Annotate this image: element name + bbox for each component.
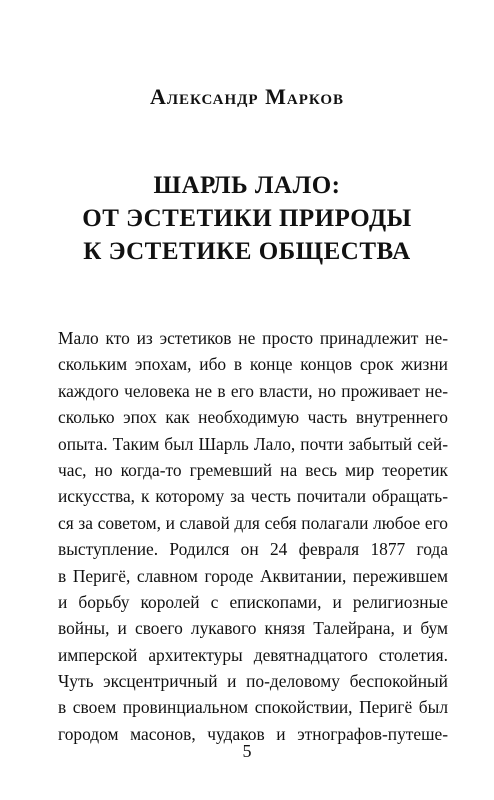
text-line: выступление. Родился он 24 февраля 1877 года <box>58 539 448 560</box>
text-line: Чуть эксцентричный и по-деловому беспокойный <box>58 671 448 692</box>
text-line: Мало кто из эстетиков не просто принадлежит не- <box>58 328 448 348</box>
body-paragraph <box>58 325 448 747</box>
chapter-title-line: ШАРЛЬ ЛАЛО: <box>153 172 341 199</box>
text-line: сколько эпох как необходимую часть внутреннего <box>58 407 448 428</box>
text-line: войны, и своего лукавого князя Талейрана, и бум <box>58 618 448 639</box>
text-line: имперской архитектуры девятнадцатого столетия. <box>58 644 448 665</box>
author-name: Александр Марков <box>149 84 345 109</box>
text-line: опыта. Таким был Шарль Лало, почти забытый сей- <box>58 433 448 454</box>
chapter-title <box>0 169 494 268</box>
text-line: ся за советом, и славой для себя полагали любое его <box>58 512 448 533</box>
text-line: и борьбу королей с епископами, и религиозные <box>58 591 448 612</box>
text-line: час, но когда-то гремевший на весь мир теоретик <box>58 459 448 480</box>
page-number: 5 <box>242 741 252 761</box>
text-line: в Перигё, славном городе Аквитании, пережившем <box>58 565 448 586</box>
text-line: каждого человека не в его власти, но проживает не- <box>58 380 448 401</box>
text-line: скольким эпохам, ибо в конце концов срок жизни <box>58 354 448 375</box>
text-line: искусства, к которому за честь почитали обращать- <box>58 486 448 507</box>
text-line: городом масонов, чудаков и этнографов-путеше- <box>58 723 448 744</box>
chapter-title-line: ОТ ЭСТЕТИКИ ПРИРОДЫ <box>82 205 412 232</box>
chapter-title-line: К ЭСТЕТИКЕ ОБЩЕСТВА <box>83 238 411 265</box>
text-line: в своем провинциальном спокойствии, Перигё был <box>58 697 448 718</box>
